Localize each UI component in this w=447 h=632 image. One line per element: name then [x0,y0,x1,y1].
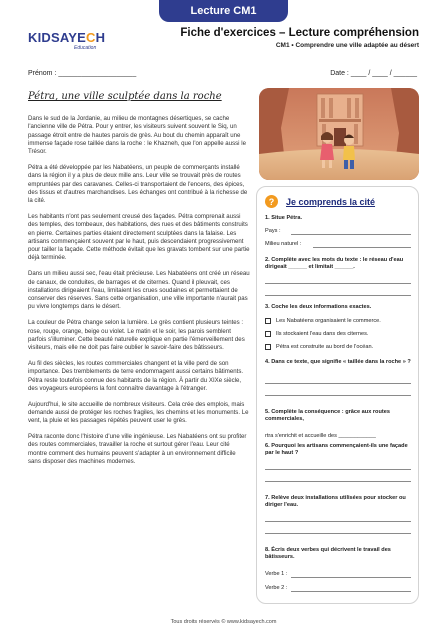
q8-verb2-answer[interactable] [291,591,411,592]
story-paragraph: Les habitants n'ont pas seulement creusé des façades. Pétra comprenait aussi des temples, des tombeaux, des habitations, des rues et des bâtiments construits en pierre. Certaines parties étaient directement sculptées dans la falaise. Les artisans commençaient souvent par le haut, puis descendaient progressivement pour tailler la façade. Cette méthode évitait que les gravats tombent sur une partie déjà terminée. [28,212,250,262]
petra-illustration [259,88,419,180]
question-7: 7. Relève deux installations utilisées pour stocker ou diriger l'eau. [265,495,406,509]
q8-verb2-label: Verbe 2 : [265,585,288,591]
level-tab: Lecture CM1 [159,0,288,22]
q7-answer-line[interactable] [265,521,411,522]
q3-option-2: Ils stockaient l'eau dans des citernes. [276,331,369,337]
q3-checkbox-2[interactable] [265,331,271,337]
q3-checkbox-1[interactable] [265,318,271,324]
q2-answer-line[interactable] [265,295,411,296]
questions-panel [256,186,419,604]
q6-answer-line[interactable] [265,469,411,470]
q1-country-label: Pays : [265,228,281,234]
q3-option-1: Les Nabatéens organisaient le commerce. [276,318,381,324]
story-paragraph: La couleur de Pétra change selon la lumière. Le grès contient plusieurs teintes : rose, rouge, orange, beige ou violet. Le matin et le soir, les parois semblent parfois s'illuminer. Cette beauté naturelle explique en partie l'émerveillement des visiteurs, mais elle ne doit pas faire oublier le savoir-faire des bâtisseurs. [28,319,245,352]
questions-header [265,195,375,208]
story-paragraph: Pétra raconte donc l'histoire d'une ville ingénieuse. Les Nabatéens ont su profiter des routes commerciales, travailler la roche et surtout gérer l'eau. Leur cité montre comment des humains peuvent s'adapter à un environnement difficile sans disposer des machines modernes. [28,433,247,465]
q1-environment-answer[interactable] [313,247,411,248]
worksheet-title: Fiche d'exercices – Lecture compréhension [180,27,419,39]
q6-answer-line[interactable] [265,481,411,482]
story-title: Pétra, une ville sculptée dans la roche [28,91,222,102]
q4-answer-line[interactable] [265,395,411,396]
q4-answer-line[interactable] [265,383,411,384]
name-field[interactable]: Prénom : ____________________ [28,70,137,77]
copyright-footer: Tous droits réservés © www.kidsayech.com [170,619,277,625]
q1-country-answer[interactable] [291,234,411,235]
q3-option-3: Pétra est construite au bord de l'océan. [276,344,374,350]
q2-answer-line[interactable] [265,283,411,284]
question-icon: ? [265,195,278,208]
question-6: 6. Pourquoi les artisans commençaient-ils une façade par le haut ? [265,443,408,457]
story-paragraph: Au fil des siècles, les routes commerciales changent et la ville perd de son importance. Des tremblements de terre endommagent aussi certains bâtiments. Pétra reste toutefois connue des habitants de la région. À partir du XIXe siècle, des voyageurs européens la font connaître davantage à l'étranger. [28,359,244,392]
worksheet-subtitle: CM1 • Comprendre une ville adaptée au désert [275,42,419,49]
question-3: 3. Coche les deux informations exactes. [265,304,372,310]
q1-environment-label: Milieu naturel : [265,241,302,247]
q5-fill-text[interactable]: rtra s'enrichit et accueille des ____________ [265,433,376,439]
question-4: 4. Dans ce texte, que signifie « taillée dans la roche » ? [265,359,411,365]
questions-title: Je comprends la cité [286,196,376,207]
story-paragraph: Dans un milieu aussi sec, l'eau était précieuse. Les Nabatéens ont créé un réseau de canaux, de conduites, de barrages et de citernes. Quand il pleuvait, ces installations dirigeaient l'eau, limitaient les crues soudaines et permettaient de conserver des réserves. Sans cette organisation, une ville importante n'aurait pas pu vivre longtemps dans le désert. [28,270,250,311]
story-paragraph: Aujourd'hui, le site accueille de nombreux visiteurs. Cela crée des emplois, mais demande aussi de protéger les roches fragiles, les chemins et les monuments. Le vent, la pluie et les passages répétés peuvent user le grès. [28,400,249,425]
question-8: 8. Écris deux verbes qui décrivent le travail des bâtisseurs. [265,547,391,561]
date-field[interactable]: Date : ____ / ____ / ______ [330,70,417,77]
q8-verb1-answer[interactable] [291,577,411,578]
q8-verb1-label: Verbe 1 : [265,571,288,577]
brand-logo: KIDSAYECH Education [28,30,106,51]
question-1: 1. Situe Pétra. [265,215,302,221]
question-2: 2. Complète avec les mots du texte : le réseau d'eau dirigeait ______ et limitait ______. [265,257,404,271]
story-paragraph: Pétra a été développée par les Nabatéens, un peuple de commerçants installé dans la région il y a plus de deux mille ans. Leur ville se trouvait près de routes empruntées par des caravanes. Celles-ci transportaient de l'encens, des épices, des tissus et d'autres marchandises. Les échanges ont contribué à la richesse de la cité. [28,163,248,205]
logo-subtitle: Education [74,45,97,51]
question-5: 5. Complète la conséquence : grâce aux routes commerciales, [265,409,390,423]
story-text [28,115,250,474]
q3-checkbox-3[interactable] [265,344,271,350]
q7-answer-line[interactable] [265,533,411,534]
story-paragraph: Dans le sud de la Jordanie, au milieu de montagnes désertiques, se cache l'ancienne ville de Pétra. Pour y entrer, les visiteurs suivent souvent le Siq, un passage étroit entre de hautes parois de grès. Au bout du chemin apparaît une immense façade rose taillée dans la roche : le Khazneh, que l'on appelle aussi le Trésor. [28,115,246,156]
